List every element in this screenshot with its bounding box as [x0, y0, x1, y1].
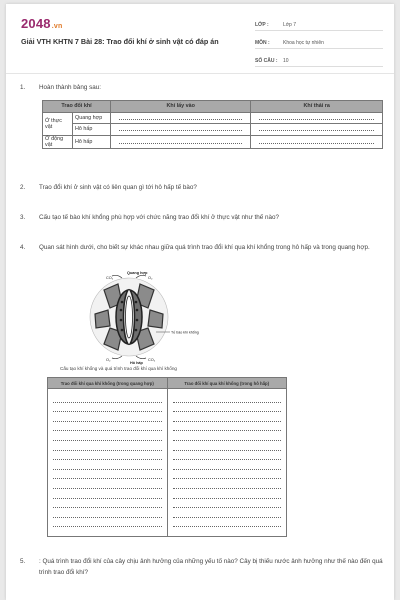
- meta-value: 10: [283, 58, 289, 64]
- answer-cell[interactable]: [111, 135, 251, 148]
- meta-key: MÔN :: [255, 40, 270, 46]
- table-header: Khí thải ra: [251, 101, 383, 113]
- logo-suffix: .vn: [51, 23, 63, 30]
- question-text: : Quá trình trao đổi khí của cây chịu ảnh hưởng của những yếu tố nào? Cây bị thiếu nước ảnh hưởng như thế nào đến quá trình trao đổi khí?: [39, 558, 383, 576]
- question-number: 5.: [20, 558, 26, 565]
- answer-column-photosynthesis[interactable]: [48, 389, 168, 537]
- meta-key: SỐ CÂU :: [255, 58, 278, 64]
- question-number: 2.: [20, 184, 26, 191]
- label-gas: O₂: [106, 358, 111, 362]
- question-5: [20, 556, 383, 576]
- gas-exchange-table: [42, 100, 383, 149]
- site-logo[interactable]: [21, 16, 62, 31]
- meta-key: LỚP :: [255, 22, 269, 28]
- label-gas: CO₂: [106, 276, 114, 280]
- question-number: 4.: [20, 244, 26, 251]
- question-text: Hoàn thành bảng sau:: [39, 84, 101, 91]
- meta-row-grade: [255, 16, 383, 31]
- row-group-animal: Ở động vật: [43, 135, 73, 148]
- diagram-caption: Cấu tạo khí khổng và quá trình trao đổi khí qua khí khổng: [60, 366, 177, 371]
- row-label: Quang hợp: [73, 112, 111, 124]
- answer-column-respiration[interactable]: [168, 389, 287, 537]
- label-gas: O₂: [148, 276, 153, 280]
- comparison-table: [47, 377, 287, 537]
- question-number: 3.: [20, 214, 26, 221]
- document-page: [6, 4, 394, 600]
- answer-cell[interactable]: [251, 124, 383, 136]
- answer-cell[interactable]: [111, 112, 251, 124]
- meta-row-subject: [255, 34, 383, 49]
- answer-cell[interactable]: [251, 135, 383, 148]
- table-header: Trao đổi khí: [43, 101, 111, 113]
- meta-value: Lớp 7: [283, 22, 297, 28]
- label-gas: CO₂: [148, 358, 156, 362]
- label-respiration: Hô hấp: [130, 361, 143, 365]
- question-text: Quan sát hình dưới, cho biết sự khác nhau giữa quá trình trao đổi khí qua khí khổng trong hô hấp và trong quang hợp.: [39, 244, 370, 251]
- logo-text: 2048: [21, 16, 51, 31]
- question-4: [20, 242, 370, 253]
- row-group-plant: Ở thực vật: [43, 112, 73, 135]
- stomata-diagram: [72, 270, 222, 365]
- question-1: [20, 82, 101, 93]
- label-guard-cell: Tế bào khí khổng: [171, 330, 199, 335]
- meta-row-count: [255, 52, 383, 67]
- meta-value: Khoa học tự nhiên: [283, 40, 324, 46]
- document-title: Giải VTH KHTN 7 Bài 28: Trao đổi khí ở sinh vật có đáp án: [21, 37, 219, 46]
- meta-info: [255, 16, 383, 70]
- table-header: Khí lấy vào: [111, 101, 251, 113]
- row-label: Hô hấp: [73, 124, 111, 136]
- label-photosynthesis: Quang hợp: [127, 271, 148, 275]
- question-number: 1.: [20, 84, 26, 91]
- table-header: Trao đổi khí qua khí khổng (trong hô hấp): [184, 381, 270, 386]
- table-header: Trao đổi khí qua khí khổng (trong quang hợp): [48, 378, 168, 388]
- question-text: Trao đổi khí ở sinh vật có liên quan gì tới hô hấp tế bào?: [39, 184, 197, 191]
- answer-cell[interactable]: [251, 112, 383, 124]
- question-text: Cấu tạo tế bào khí khổng phù hợp với chức năng trao đổi khí ở thực vật như thế nào?: [39, 214, 279, 221]
- row-label: Hô hấp: [73, 135, 111, 148]
- question-2: [20, 182, 197, 193]
- question-3: [20, 212, 279, 223]
- answer-cell[interactable]: [111, 124, 251, 136]
- header-divider: [6, 73, 394, 74]
